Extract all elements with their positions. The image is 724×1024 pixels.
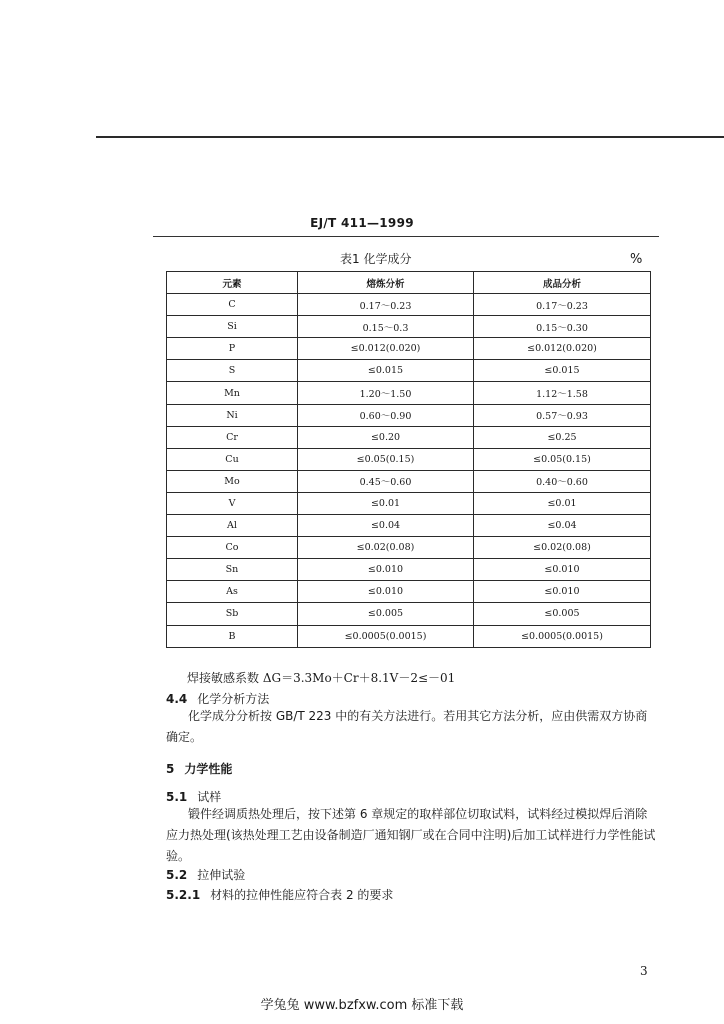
cell-heat-analysis: 0.45～0.60: [298, 470, 474, 492]
cell-element: Ni: [167, 404, 298, 426]
table-body: [167, 294, 651, 648]
section-number: 5.2: [166, 868, 188, 882]
cell-element: Co: [167, 537, 298, 559]
cell-heat-analysis: ≤0.012(0.020): [298, 338, 474, 360]
table-row: [167, 492, 651, 514]
header-heat-analysis: 熔炼分析: [298, 272, 474, 294]
cell-product-analysis: 0.15～0.30: [474, 316, 651, 338]
cell-heat-analysis: ≤0.010: [298, 559, 474, 581]
section-5-1-heading: [166, 788, 221, 805]
section-4-4-body: 化学成分分析按 GB/T 223 中的有关方法进行。若用其它方法分析，应由供需双方协商确定。: [166, 709, 648, 744]
section-title: 材料的拉伸性能应符合表 2 的要求: [210, 888, 394, 902]
cell-product-analysis: ≤0.015: [474, 360, 651, 382]
table-row: [167, 559, 651, 581]
top-rule: [96, 136, 724, 138]
cell-element: Cr: [167, 426, 298, 448]
cell-element: Mo: [167, 470, 298, 492]
table-row: [167, 625, 651, 647]
cell-element: P: [167, 338, 298, 360]
footer-watermark: 学兔兔 www.bzfxw.com 标准下载: [260, 998, 464, 1013]
section-title: 化学分析方法: [197, 692, 270, 706]
section-4-4-heading: [166, 690, 269, 707]
section-title: 力学性能: [184, 762, 233, 776]
cell-product-analysis: ≤0.010: [474, 559, 651, 581]
table-row: [167, 316, 651, 338]
cell-product-analysis: 0.17～0.23: [474, 294, 651, 316]
cell-product-analysis: ≤0.012(0.020): [474, 338, 651, 360]
section-number: 5: [166, 762, 175, 776]
cell-product-analysis: 1.12～1.58: [474, 382, 651, 404]
table-row: [167, 448, 651, 470]
cell-heat-analysis: ≤0.20: [298, 426, 474, 448]
cell-product-analysis: 0.40～0.60: [474, 470, 651, 492]
header-product-analysis: 成品分析: [474, 272, 651, 294]
table-row: [167, 426, 651, 448]
cell-heat-analysis: ≤0.04: [298, 515, 474, 537]
cell-heat-analysis: ≤0.02(0.08): [298, 537, 474, 559]
section-number: 5.2.1: [166, 888, 201, 902]
table-row: [167, 360, 651, 382]
cell-element: Si: [167, 316, 298, 338]
cell-product-analysis: 0.57～0.93: [474, 404, 651, 426]
table-row: [167, 537, 651, 559]
table-row: [167, 470, 651, 492]
table-row: [167, 581, 651, 603]
cell-heat-analysis: ≤0.005: [298, 603, 474, 625]
section-title: 拉伸试验: [197, 868, 246, 882]
weld-sensitivity-formula: 焊接敏感系数 ΔG＝3.3Mo＋Cr＋8.1V－2≤－01: [187, 671, 456, 685]
cell-element: S: [167, 360, 298, 382]
cell-product-analysis: ≤0.05(0.15): [474, 448, 651, 470]
table-row: [167, 603, 651, 625]
section-title: 试样: [197, 790, 222, 804]
cell-element: C: [167, 294, 298, 316]
table-row: [167, 382, 651, 404]
table-row: [167, 404, 651, 426]
table-unit: %: [630, 252, 643, 267]
cell-product-analysis: ≤0.25: [474, 426, 651, 448]
section-5-1-body: 锻件经调质热处理后，按下述第 6 章规定的取样部位切取试料，试料经过模拟焊后消除应力热处理(该热处理工艺由设备制造厂通知钢厂或在合同中注明)后加工试样进行力学性能试验。: [166, 807, 656, 863]
page-number: 3: [640, 964, 648, 978]
table-row: [167, 515, 651, 537]
cell-product-analysis: ≤0.010: [474, 581, 651, 603]
cell-element: As: [167, 581, 298, 603]
table-row: [167, 294, 651, 316]
section-5-2-heading: [166, 866, 245, 883]
section-number: 5.1: [166, 790, 188, 804]
cell-element: V: [167, 492, 298, 514]
cell-product-analysis: ≤0.04: [474, 515, 651, 537]
cell-heat-analysis: 1.20～1.50: [298, 382, 474, 404]
cell-heat-analysis: ≤0.010: [298, 581, 474, 603]
table-caption: 表1 化学成分: [340, 252, 412, 266]
document-code: EJ/T 411—1999: [310, 216, 414, 230]
cell-element: Sn: [167, 559, 298, 581]
chemical-composition-table: [166, 271, 651, 648]
header-element: 元素: [167, 272, 298, 294]
section-number: 4.4: [166, 692, 188, 706]
header-rule: [153, 236, 659, 237]
cell-heat-analysis: ≤0.05(0.15): [298, 448, 474, 470]
cell-heat-analysis: 0.15～0.3: [298, 316, 474, 338]
cell-product-analysis: ≤0.01: [474, 492, 651, 514]
cell-element: Cu: [167, 448, 298, 470]
cell-heat-analysis: 0.17～0.23: [298, 294, 474, 316]
cell-element: Al: [167, 515, 298, 537]
cell-heat-analysis: ≤0.01: [298, 492, 474, 514]
section-5-2-1-heading: [166, 886, 393, 903]
cell-heat-analysis: ≤0.0005(0.0015): [298, 625, 474, 647]
cell-heat-analysis: 0.60～0.90: [298, 404, 474, 426]
cell-product-analysis: ≤0.02(0.08): [474, 537, 651, 559]
section-5-heading: [166, 760, 232, 777]
cell-element: Sb: [167, 603, 298, 625]
cell-element: B: [167, 625, 298, 647]
cell-product-analysis: ≤0.0005(0.0015): [474, 625, 651, 647]
table-header-row: [167, 272, 651, 294]
cell-element: Mn: [167, 382, 298, 404]
cell-heat-analysis: ≤0.015: [298, 360, 474, 382]
table-row: [167, 338, 651, 360]
cell-product-analysis: ≤0.005: [474, 603, 651, 625]
